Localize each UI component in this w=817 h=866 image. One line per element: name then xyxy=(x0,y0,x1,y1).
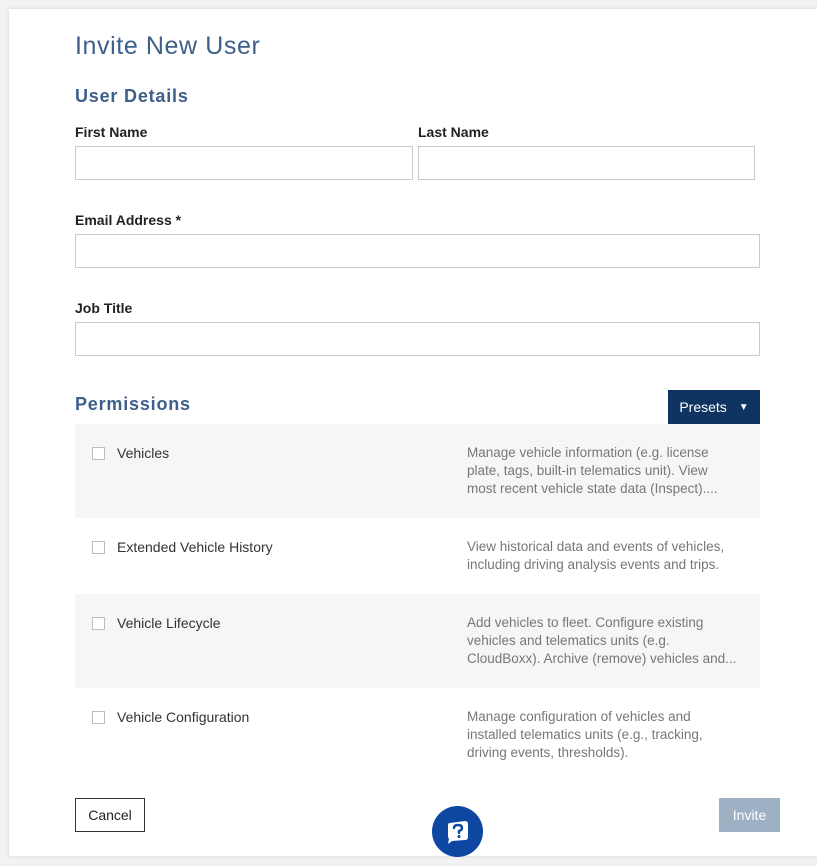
permission-description xyxy=(467,614,757,668)
description-line: driving events, thresholds). xyxy=(467,745,629,760)
presets-dropdown-button[interactable] xyxy=(668,390,760,424)
invite-button[interactable]: Invite xyxy=(719,798,780,832)
last-name-label: Last Name xyxy=(418,124,489,140)
email-input[interactable] xyxy=(75,234,760,268)
description-line: plate, tags, built-in telematics unit). View xyxy=(467,463,708,478)
last-name-input[interactable] xyxy=(418,146,755,180)
caret-down-icon: ▼ xyxy=(738,401,749,413)
help-chat-button[interactable] xyxy=(432,806,483,857)
description-line: including driving analysis events and trips. xyxy=(467,557,720,572)
dialog-title: Invite New User xyxy=(75,32,261,60)
permission-name: Vehicle Lifecycle xyxy=(117,615,221,631)
description-line: Manage vehicle information (e.g. license xyxy=(467,445,709,460)
first-name-input[interactable] xyxy=(75,146,413,180)
job-title-input[interactable] xyxy=(75,322,760,356)
job-title-label: Job Title xyxy=(75,300,133,316)
permission-name: Vehicles xyxy=(117,445,170,461)
permission-row-extended-vehicle-history xyxy=(75,518,760,594)
description-line: Add vehicles to fleet. Configure existing xyxy=(467,615,704,630)
permission-description xyxy=(467,444,757,498)
permission-name: Extended Vehicle History xyxy=(117,539,273,555)
description-line: CloudBoxx). Archive (remove) vehicles and... xyxy=(467,651,737,666)
vehicle-configuration-checkbox[interactable] xyxy=(92,711,105,724)
permission-row-vehicles xyxy=(75,424,760,518)
cancel-button[interactable]: Cancel xyxy=(75,798,145,832)
description-line: vehicles and telematics units (e.g. xyxy=(467,633,670,648)
permission-description xyxy=(467,538,757,574)
help-chat-icon xyxy=(443,817,473,847)
email-label: Email Address * xyxy=(75,212,182,228)
first-name-label: First Name xyxy=(75,124,148,140)
permissions-heading: Permissions xyxy=(75,394,191,414)
permission-row-vehicle-lifecycle xyxy=(75,594,760,688)
permission-name: Vehicle Configuration xyxy=(117,709,250,725)
user-details-heading: User Details xyxy=(75,86,189,106)
vehicle-lifecycle-checkbox[interactable] xyxy=(92,617,105,630)
description-line: Manage configuration of vehicles and xyxy=(467,709,691,724)
description-line: most recent vehicle state data (Inspect).... xyxy=(467,481,718,496)
description-line: View historical data and events of vehicles, xyxy=(467,539,725,554)
permission-description xyxy=(467,708,757,762)
description-line: installed telematics units (e.g., tracking, xyxy=(467,727,703,742)
extended-vehicle-history-checkbox[interactable] xyxy=(92,541,105,554)
presets-label: Presets xyxy=(679,399,727,415)
vehicles-checkbox[interactable] xyxy=(92,447,105,460)
permission-row-vehicle-configuration xyxy=(75,688,760,782)
